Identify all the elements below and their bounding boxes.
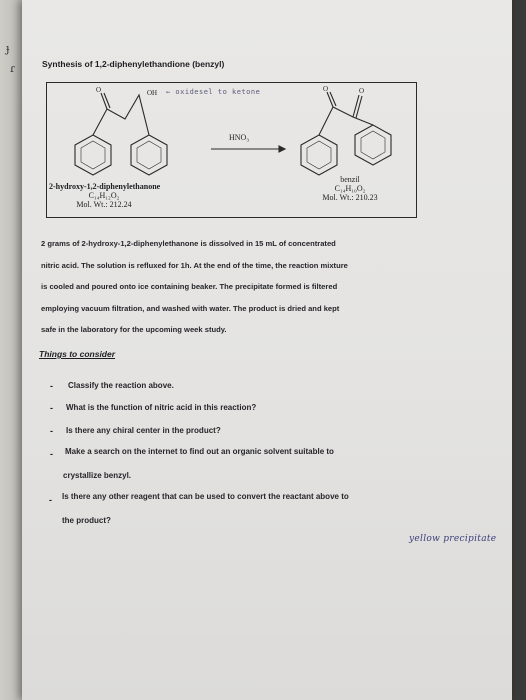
carbonyl-bond	[353, 95, 359, 117]
margin-mark: ɾ	[10, 62, 15, 75]
question-item: What is the function of nitric acid in this reaction?	[66, 403, 257, 412]
product-info	[290, 175, 410, 202]
handwritten-annotation: yellow precipitate	[409, 534, 497, 544]
question-item: Is there any chiral center in the product?	[66, 426, 221, 435]
carbonyl-bond	[104, 93, 110, 108]
carbon-chain	[319, 107, 373, 135]
bullet-dash: -	[50, 426, 53, 436]
paragraph-line: 2 grams of 2-hydroxy-1,2-diphenylethanone is dissolved in 15 mL of concentrated	[41, 239, 336, 248]
product-name: benzil	[340, 175, 360, 184]
reactant-formula: C₁₄H₁₂O₂	[88, 191, 120, 200]
arrow-head	[279, 146, 285, 152]
handwritten-note: ← oxidesel to ketone	[166, 88, 261, 96]
paragraph-line: safe in the laboratory for the upcoming week study.	[41, 325, 227, 334]
product-mw: Mol. Wt.: 210.23	[322, 193, 378, 202]
question-item: Is there any other reagent that can be used to convert the reactant above to	[62, 492, 349, 501]
reactant-mw: Mol. Wt.: 212.24	[76, 200, 132, 209]
reactant-name: 2-hydroxy-1,2-diphenylethanone	[49, 182, 161, 191]
carbonyl-bond	[330, 92, 336, 106]
product-formula: C₁₄H₁₀O₂	[334, 184, 366, 193]
oxygen-label: O	[323, 85, 329, 93]
bullet-dash: -	[50, 381, 53, 391]
question-item: Make a search on the internet to find out an organic solvent suitable to	[65, 447, 334, 456]
bullet-dash: -	[50, 403, 53, 413]
procedure-paragraph	[41, 233, 473, 341]
question-item-continued: the product?	[62, 516, 111, 525]
carbonyl-bond	[101, 93, 107, 109]
phenyl-ring-inner	[307, 141, 331, 169]
left-page-edge	[0, 0, 22, 700]
phenyl-ring-inner	[81, 141, 105, 169]
things-heading: Things to consider	[39, 349, 116, 359]
hydroxyl-label: OH	[147, 89, 158, 97]
phenyl-ring-inner	[137, 141, 161, 169]
phenyl-ring-inner	[361, 131, 385, 159]
reaction-scheme	[46, 82, 417, 218]
paragraph-line: nitric acid. The solution is refluxed for 1h. At the end of the time, the reaction mixture	[41, 260, 348, 270]
bullet-dash: -	[50, 449, 53, 459]
reagent-label: HNO₃	[229, 133, 250, 142]
oxygen-label: O	[359, 87, 365, 95]
page-title: Synthesis of 1,2-diphenylethandione (benzyl)	[42, 59, 225, 69]
question-item-continued: crystallize benzyl.	[63, 471, 132, 480]
bullet-dash: -	[49, 495, 52, 505]
question-item: Classify the reaction above.	[68, 381, 174, 390]
oxygen-label: O	[96, 86, 102, 94]
margin-mark: ɟ	[6, 42, 10, 55]
carbonyl-bond	[356, 96, 362, 118]
paragraph-line: is cooled and poured onto ice containing beaker. The precipitate formed is filtered	[41, 282, 338, 291]
reactant-info	[49, 182, 219, 209]
paragraph-line: employing vacuum filtration, and washed with water. The product is dried and kept	[41, 303, 340, 313]
carbonyl-bond	[327, 92, 333, 107]
carbon-chain	[93, 95, 149, 135]
